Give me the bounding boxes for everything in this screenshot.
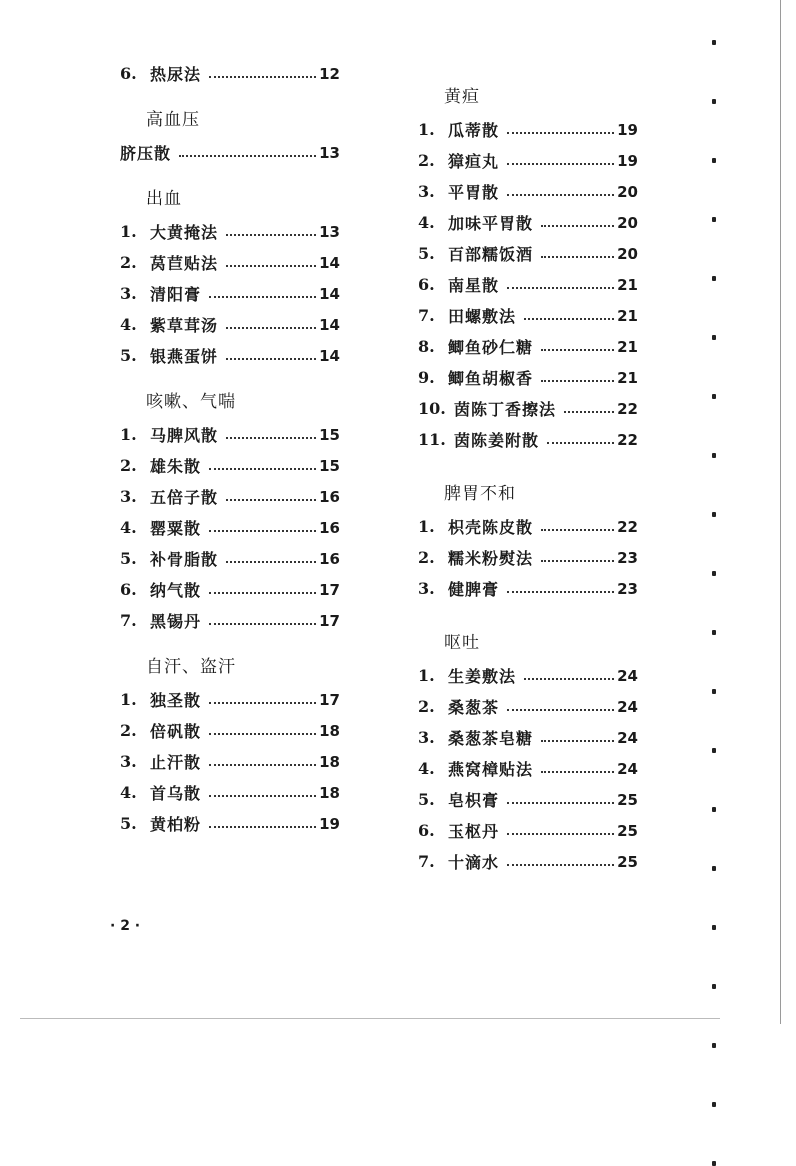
entry-title: 桑葱茶皂糖: [448, 729, 534, 748]
edge-mark: [712, 984, 716, 989]
entry-title: 罂粟散: [150, 519, 202, 538]
toc-entry[interactable]: [120, 137, 340, 168]
toc-entry[interactable]: [418, 331, 638, 362]
entry-title: 补骨脂散: [150, 550, 219, 569]
entry-title: 瓜蒂散: [448, 121, 500, 140]
dot-leader: [507, 709, 614, 711]
dot-leader: [507, 194, 614, 196]
toc-section: [418, 626, 638, 877]
entry-title: 南星散: [448, 276, 500, 295]
entry-page-number: 15: [319, 425, 340, 444]
entry-page-number: 15: [319, 456, 340, 475]
toc-entry[interactable]: [418, 207, 638, 238]
dot-leader: [507, 864, 614, 866]
toc-section: [120, 58, 340, 89]
entry-title: 莴苣贴法: [150, 254, 219, 273]
entry-page-number: 18: [319, 783, 340, 802]
toc-entry[interactable]: [418, 424, 638, 455]
entry-title: 百部糯饭酒: [448, 245, 534, 264]
toc-entry[interactable]: [120, 58, 340, 89]
entry-page-number: 18: [319, 721, 340, 740]
entry-title: 獐疸丸: [448, 152, 500, 171]
entry-page-number: 24: [617, 697, 638, 716]
entry-page-number: 13: [319, 143, 340, 162]
toc-entry[interactable]: [120, 278, 340, 309]
dot-leader: [541, 560, 614, 562]
entry-page-number: 12: [319, 64, 340, 83]
dot-leader: [209, 702, 316, 704]
dot-leader: [226, 265, 316, 267]
toc-entry[interactable]: [418, 238, 638, 269]
dot-leader: [541, 740, 614, 742]
entry-number: 11.: [418, 430, 446, 449]
entry-number: 6.: [120, 64, 137, 83]
entry-title: 玉枢丹: [448, 822, 500, 841]
entry-page-number: 17: [319, 690, 340, 709]
entry-number: 7.: [418, 306, 435, 325]
entry-page-number: 22: [617, 517, 638, 536]
edge-mark: [712, 158, 716, 163]
toc-section: [120, 385, 340, 636]
dot-leader: [507, 287, 614, 289]
entry-title: 田螺敷法: [448, 307, 517, 326]
entry-title: 独圣散: [150, 691, 202, 710]
section-heading: 黄疸: [444, 87, 480, 107]
dot-leader: [507, 833, 614, 835]
entry-page-number: 22: [617, 399, 638, 418]
entry-title: 枳壳陈皮散: [448, 518, 534, 537]
entry-number: 5.: [418, 790, 435, 809]
dot-leader: [209, 592, 316, 594]
toc-entry[interactable]: [418, 722, 638, 753]
entry-number: 2.: [418, 697, 435, 716]
entry-page-number: 18: [319, 752, 340, 771]
dot-leader: [541, 380, 614, 382]
toc-right-column: [418, 80, 638, 877]
edge-mark: [712, 99, 716, 104]
entry-number: 4.: [120, 783, 137, 802]
entry-page-number: 16: [319, 549, 340, 568]
entry-title: 雄朱散: [150, 457, 202, 476]
dot-leader: [209, 733, 316, 735]
section-heading: 脾胃不和: [444, 484, 516, 504]
toc-entry[interactable]: [120, 481, 340, 512]
toc-left-column: [120, 58, 340, 839]
entry-number: 3.: [120, 487, 137, 506]
edge-mark: [712, 689, 716, 694]
dot-leader: [541, 225, 614, 227]
toc-entry[interactable]: [120, 309, 340, 340]
entry-number: 3.: [418, 728, 435, 747]
entry-page-number: 19: [617, 120, 638, 139]
entry-number: 4.: [418, 759, 435, 778]
entry-title: 平胃散: [448, 183, 500, 202]
dot-leader: [226, 234, 316, 236]
entry-number: 4.: [120, 315, 137, 334]
toc-entry[interactable]: [120, 512, 340, 543]
entry-number: 7.: [418, 852, 435, 871]
dot-leader: [507, 591, 614, 593]
toc-entry[interactable]: [418, 269, 638, 300]
entry-page-number: 17: [319, 611, 340, 630]
entry-number: 3.: [120, 752, 137, 771]
toc-entry[interactable]: [120, 216, 340, 247]
toc-entry[interactable]: [418, 753, 638, 784]
dot-leader: [507, 802, 614, 804]
entry-number: 2.: [120, 253, 137, 272]
entry-number: 4.: [120, 518, 137, 537]
entry-page-number: 17: [319, 580, 340, 599]
toc-entry[interactable]: [120, 419, 340, 450]
entry-page-number: 21: [617, 368, 638, 387]
entry-title: 银燕蛋饼: [150, 347, 219, 366]
entry-page-number: 24: [617, 759, 638, 778]
edge-mark: [712, 1043, 716, 1048]
entry-title: 燕窝樟贴法: [448, 760, 534, 779]
dot-leader: [524, 318, 614, 320]
entry-title: 脐压散: [120, 144, 172, 163]
scan-bottom-line: [20, 1018, 720, 1019]
section-heading: 出血: [146, 189, 182, 209]
entry-page-number: 22: [617, 430, 638, 449]
edge-mark: [712, 335, 716, 340]
entry-title: 糯米粉熨法: [448, 549, 534, 568]
edge-mark: [712, 1102, 716, 1107]
edge-mark: [712, 748, 716, 753]
entry-number: 2.: [120, 721, 137, 740]
dot-leader: [209, 623, 316, 625]
entry-page-number: 19: [617, 151, 638, 170]
entry-number: 9.: [418, 368, 435, 387]
edge-mark: [712, 1161, 716, 1166]
entry-number: 8.: [418, 337, 435, 356]
binding-edge-marks: [712, 40, 722, 1030]
toc-entry[interactable]: [120, 340, 340, 371]
dot-leader: [226, 327, 316, 329]
edge-mark: [712, 807, 716, 812]
toc-section: [418, 477, 638, 604]
entry-number: 1.: [418, 120, 435, 139]
dot-leader: [179, 155, 316, 157]
dot-leader: [507, 132, 614, 134]
entry-title: 十滴水: [448, 853, 500, 872]
entry-page-number: 24: [617, 666, 638, 685]
toc-section: [120, 103, 340, 168]
dot-leader: [226, 499, 316, 501]
entry-title: 鲫鱼砂仁糖: [448, 338, 534, 357]
toc-entry[interactable]: [120, 715, 340, 746]
dot-leader: [209, 296, 316, 298]
edge-mark: [712, 276, 716, 281]
entry-title: 黄柏粉: [150, 815, 202, 834]
entry-page-number: 23: [617, 579, 638, 598]
page-number-footer: · 2 ·: [110, 918, 141, 934]
edge-mark: [712, 217, 716, 222]
entry-page-number: 16: [319, 518, 340, 537]
entry-page-number: 23: [617, 548, 638, 567]
entry-page-number: 25: [617, 852, 638, 871]
entry-title: 大黄掩法: [150, 223, 219, 242]
toc-entry[interactable]: [418, 114, 638, 145]
entry-number: 5.: [120, 814, 137, 833]
entry-number: 5.: [120, 549, 137, 568]
dot-leader: [209, 826, 316, 828]
entry-number: 2.: [418, 151, 435, 170]
entry-title: 桑葱茶: [448, 698, 500, 717]
toc-entry[interactable]: [418, 393, 638, 424]
entry-title: 倍矾散: [150, 722, 202, 741]
toc-entry[interactable]: [418, 542, 638, 573]
entry-title: 热尿法: [150, 65, 202, 84]
dot-leader: [209, 764, 316, 766]
entry-number: 1.: [418, 666, 435, 685]
toc-entry[interactable]: [418, 362, 638, 393]
toc-section: [120, 650, 340, 839]
entry-number: 6.: [418, 275, 435, 294]
dot-leader: [209, 795, 316, 797]
dot-leader: [547, 442, 614, 444]
entry-title: 皂枳膏: [448, 791, 500, 810]
toc-entry[interactable]: [418, 660, 638, 691]
toc-entry[interactable]: [120, 808, 340, 839]
dot-leader: [564, 411, 614, 413]
entry-page-number: 25: [617, 821, 638, 840]
entry-number: 7.: [120, 611, 137, 630]
edge-mark: [712, 571, 716, 576]
edge-mark: [712, 925, 716, 930]
section-heading: 咳嗽、气喘: [146, 392, 236, 412]
dot-leader: [209, 76, 316, 78]
edge-mark: [712, 512, 716, 517]
toc-entry[interactable]: [120, 247, 340, 278]
entry-page-number: 20: [617, 182, 638, 201]
section-heading: 呕吐: [444, 633, 480, 653]
dot-leader: [541, 529, 614, 531]
toc-entry[interactable]: [418, 573, 638, 604]
toc-entry[interactable]: [120, 574, 340, 605]
entry-number: 1.: [120, 690, 137, 709]
toc-entry[interactable]: [418, 846, 638, 877]
toc-entry[interactable]: [120, 777, 340, 808]
entry-number: 6.: [418, 821, 435, 840]
entry-page-number: 20: [617, 244, 638, 263]
toc-entry[interactable]: [120, 450, 340, 481]
toc-entry[interactable]: [418, 145, 638, 176]
toc-entry[interactable]: [120, 543, 340, 574]
entry-title: 茵陈丁香擦法: [454, 400, 557, 419]
entry-title: 马脾风散: [150, 426, 219, 445]
entry-title: 加味平胃散: [448, 214, 534, 233]
toc-entry[interactable]: [418, 815, 638, 846]
entry-page-number: 14: [319, 253, 340, 272]
toc-entry[interactable]: [120, 605, 340, 636]
entry-number: 3.: [418, 579, 435, 598]
toc-entry[interactable]: [120, 684, 340, 715]
entry-number: 1.: [120, 222, 137, 241]
dot-leader: [507, 163, 614, 165]
entry-title: 止汗散: [150, 753, 202, 772]
dot-leader: [209, 468, 316, 470]
entry-title: 茵陈姜附散: [454, 431, 540, 450]
entry-number: 10.: [418, 399, 446, 418]
entry-page-number: 21: [617, 275, 638, 294]
entry-page-number: 25: [617, 790, 638, 809]
toc-entry[interactable]: [418, 300, 638, 331]
entry-page-number: 21: [617, 337, 638, 356]
entry-number: 1.: [418, 517, 435, 536]
entry-number: 1.: [120, 425, 137, 444]
dot-leader: [541, 256, 614, 258]
toc-entry[interactable]: [120, 746, 340, 777]
entry-number: 5.: [418, 244, 435, 263]
entry-page-number: 16: [319, 487, 340, 506]
toc-entry[interactable]: [418, 176, 638, 207]
toc-section: [418, 80, 638, 455]
edge-mark: [712, 866, 716, 871]
dot-leader: [209, 530, 316, 532]
entry-title: 黑锡丹: [150, 612, 202, 631]
entry-title: 五倍子散: [150, 488, 219, 507]
dot-leader: [226, 358, 316, 360]
entry-title: 鲫鱼胡椒香: [448, 369, 534, 388]
edge-mark: [712, 394, 716, 399]
edge-mark: [712, 630, 716, 635]
dot-leader: [524, 678, 614, 680]
entry-page-number: 21: [617, 306, 638, 325]
entry-page-number: 20: [617, 213, 638, 232]
entry-number: 3.: [418, 182, 435, 201]
entry-number: 3.: [120, 284, 137, 303]
entry-page-number: 24: [617, 728, 638, 747]
toc-entry[interactable]: [418, 691, 638, 722]
entry-number: 4.: [418, 213, 435, 232]
scan-edge-line: [780, 0, 781, 1024]
entry-title: 紫草茸汤: [150, 316, 219, 335]
entry-page-number: 14: [319, 346, 340, 365]
entry-title: 生姜敷法: [448, 667, 517, 686]
entry-page-number: 13: [319, 222, 340, 241]
dot-leader: [541, 349, 614, 351]
entry-page-number: 14: [319, 284, 340, 303]
edge-mark: [712, 40, 716, 45]
entry-page-number: 19: [319, 814, 340, 833]
dot-leader: [226, 561, 316, 563]
toc-entry[interactable]: [418, 511, 638, 542]
entry-number: 2.: [120, 456, 137, 475]
toc-entry[interactable]: [418, 784, 638, 815]
entry-title: 健脾膏: [448, 580, 500, 599]
entry-number: 2.: [418, 548, 435, 567]
entry-number: 5.: [120, 346, 137, 365]
section-heading: 自汗、盗汗: [146, 657, 236, 677]
entry-title: 清阳膏: [150, 285, 202, 304]
toc-section: [120, 182, 340, 371]
edge-mark: [712, 453, 716, 458]
entry-page-number: 14: [319, 315, 340, 334]
entry-title: 纳气散: [150, 581, 202, 600]
entry-title: 首乌散: [150, 784, 202, 803]
entry-number: 6.: [120, 580, 137, 599]
dot-leader: [226, 437, 316, 439]
dot-leader: [541, 771, 614, 773]
section-heading: 高血压: [146, 110, 200, 130]
